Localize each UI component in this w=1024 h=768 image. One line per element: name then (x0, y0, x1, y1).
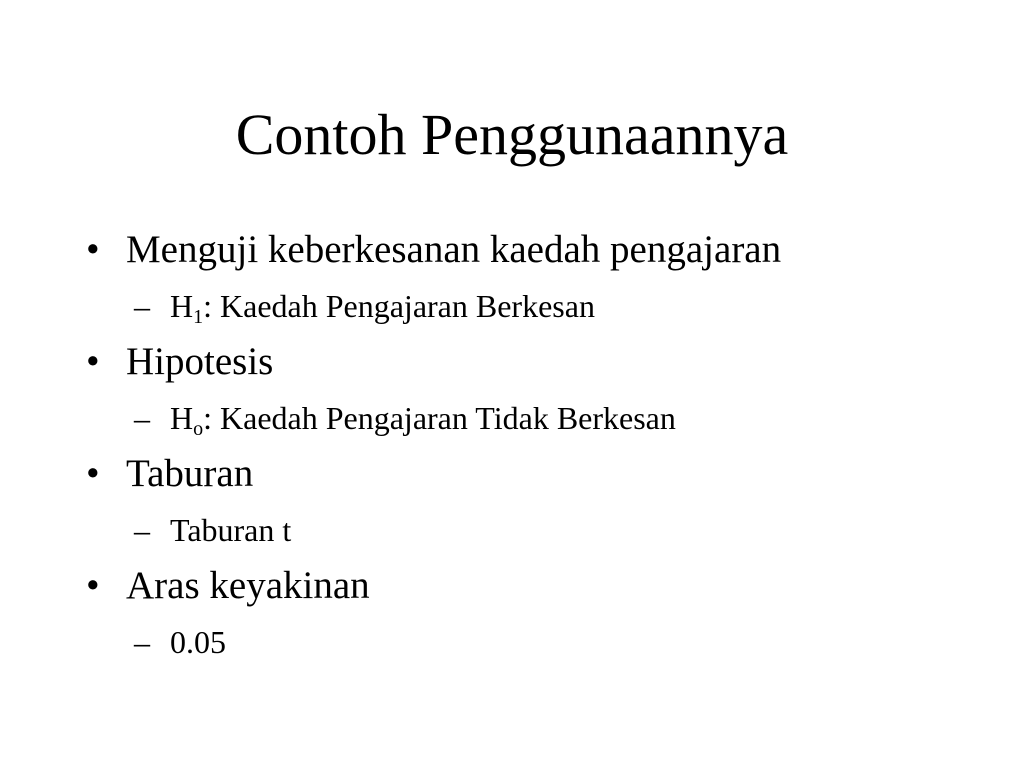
sub-bullet-item (86, 614, 986, 670)
bullet-marker: • (86, 452, 100, 495)
bullet-item (86, 334, 986, 390)
sub-bullet-prefix: H (170, 288, 194, 324)
bullet-text: Aras keyakinan (126, 564, 370, 607)
sub-bullet-item (86, 502, 986, 558)
sub-bullet-text: Taburan t (170, 512, 292, 548)
bullet-list (86, 222, 986, 670)
dash-marker: – (134, 288, 150, 324)
bullet-text: Taburan (126, 452, 254, 495)
sub-bullet-subscript: o (193, 418, 204, 440)
bullet-marker: • (86, 564, 100, 607)
bullet-item (86, 446, 986, 502)
sub-bullet-suffix: : Kaedah Pengajaran Berkesan (203, 288, 595, 324)
bullet-marker: • (86, 228, 100, 271)
sub-bullet-prefix: H (170, 400, 194, 436)
dash-marker: – (134, 624, 150, 660)
sub-bullet-item (86, 390, 986, 446)
dash-marker: – (134, 400, 150, 436)
sub-bullet-text: 0.05 (170, 624, 226, 660)
dash-marker: – (134, 512, 150, 548)
bullet-text: Hipotesis (126, 340, 274, 383)
bullet-marker: • (86, 340, 100, 383)
bullet-text: Menguji keberkesanan kaedah pengajaran (126, 228, 782, 271)
bullet-item (86, 558, 986, 614)
bullet-item (86, 222, 986, 278)
slide-title: Contoh Penggunaannya (235, 102, 789, 167)
sub-bullet-suffix: : Kaedah Pengajaran Tidak Berkesan (203, 400, 676, 436)
sub-bullet-subscript: 1 (193, 306, 204, 328)
sub-bullet-item (86, 278, 986, 334)
